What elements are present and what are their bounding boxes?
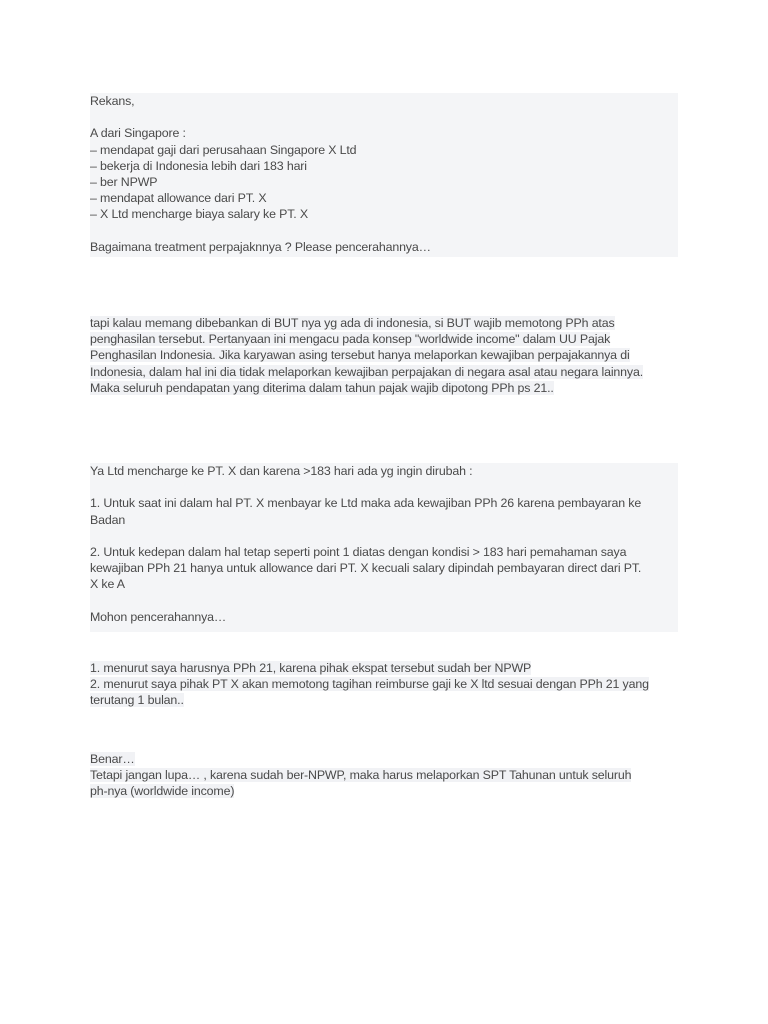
blank-line	[90, 109, 678, 125]
text-line: penghasilan tersebut. Pertanyaan ini mengacu pada konsep "worldwide income" dalam UU Pajak	[90, 332, 611, 347]
post-followup	[90, 463, 678, 632]
blank-line	[90, 223, 678, 239]
post-question	[90, 93, 678, 257]
text-line: Benar…	[90, 752, 135, 766]
list-item: – bekerja di Indonesia lebih dari 183 hari	[90, 158, 307, 173]
intro: Ya Ltd mencharge ke PT. X dan karena >183 hari ada yg ingin dirubah :	[90, 464, 473, 478]
list-item: – mendapat allowance dari PT. X	[90, 191, 267, 206]
point-2-line: X ke A	[90, 577, 125, 592]
text-line: terutang 1 bulan..	[90, 693, 184, 708]
text-line: Penghasilan Indonesia. Jika karyawan asing tersebut hanya melaporkan kewajiban perpajakannya di	[90, 348, 630, 363]
text-line: ph-nya (worldwide income)	[90, 784, 235, 799]
blank-line	[90, 528, 678, 544]
question: Bagaimana treatment perpajaknnya ? Please pencerahannya…	[90, 239, 431, 254]
greeting: Rekans,	[90, 94, 135, 108]
list-item: – ber NPWP	[90, 175, 158, 190]
blank-line	[90, 479, 678, 495]
text-line: 2. menurut saya pihak PT X akan memotong tagihan reimburse gaji ke X ltd sesuai dengan PPh 21 yang	[90, 677, 649, 692]
text-line: Indonesia, dalam hal ini dia tidak melaporkan kewajiban perpajakan di negara asal atau negara lainnya.	[90, 364, 643, 379]
list-item: – mendapat gaji dari perusahaan Singapore X Ltd	[90, 142, 357, 157]
text-line: Tetapi jangan lupa… , karena sudah ber-NPWP, maka harus melaporkan SPT Tahunan untuk seluruh	[90, 768, 632, 783]
post-reply-1	[90, 315, 678, 396]
intro: A dari Singapore :	[90, 126, 186, 141]
text-line: tapi kalau memang dibebankan di BUT nya yg ada di indonesia, si BUT wajib memotong PPh atas	[90, 316, 615, 330]
point-1-line: Badan	[90, 512, 126, 527]
point-2-line: 2. Untuk kedepan dalam hal tetap seperti point 1 diatas dengan kondisi > 183 hari pemahaman saya	[90, 545, 627, 560]
blank-line	[90, 593, 678, 609]
closing: Mohon pencerahannya…	[90, 609, 227, 624]
post-reply-3	[90, 751, 678, 800]
list-item: – X Ltd mencharge biaya salary ke PT. X	[90, 207, 308, 222]
text-line: 1. menurut saya harusnya PPh 21, karena pihak ekspat tersebut sudah ber NPWP	[90, 661, 532, 675]
text-line: Maka seluruh pendapatan yang diterima dalam tahun pajak wajib dipotong PPh ps 21..	[90, 380, 554, 395]
post-reply-2	[90, 660, 678, 709]
point-2-line: kewajiban PPh 21 hanya untuk allowance dari PT. X kecuali salary dipindah pembayaran direct dari PT.	[90, 561, 642, 576]
point-1-line: 1. Untuk saat ini dalam hal PT. X menbayar ke Ltd maka ada kewajiban PPh 26 karena pembayaran ke	[90, 496, 642, 511]
